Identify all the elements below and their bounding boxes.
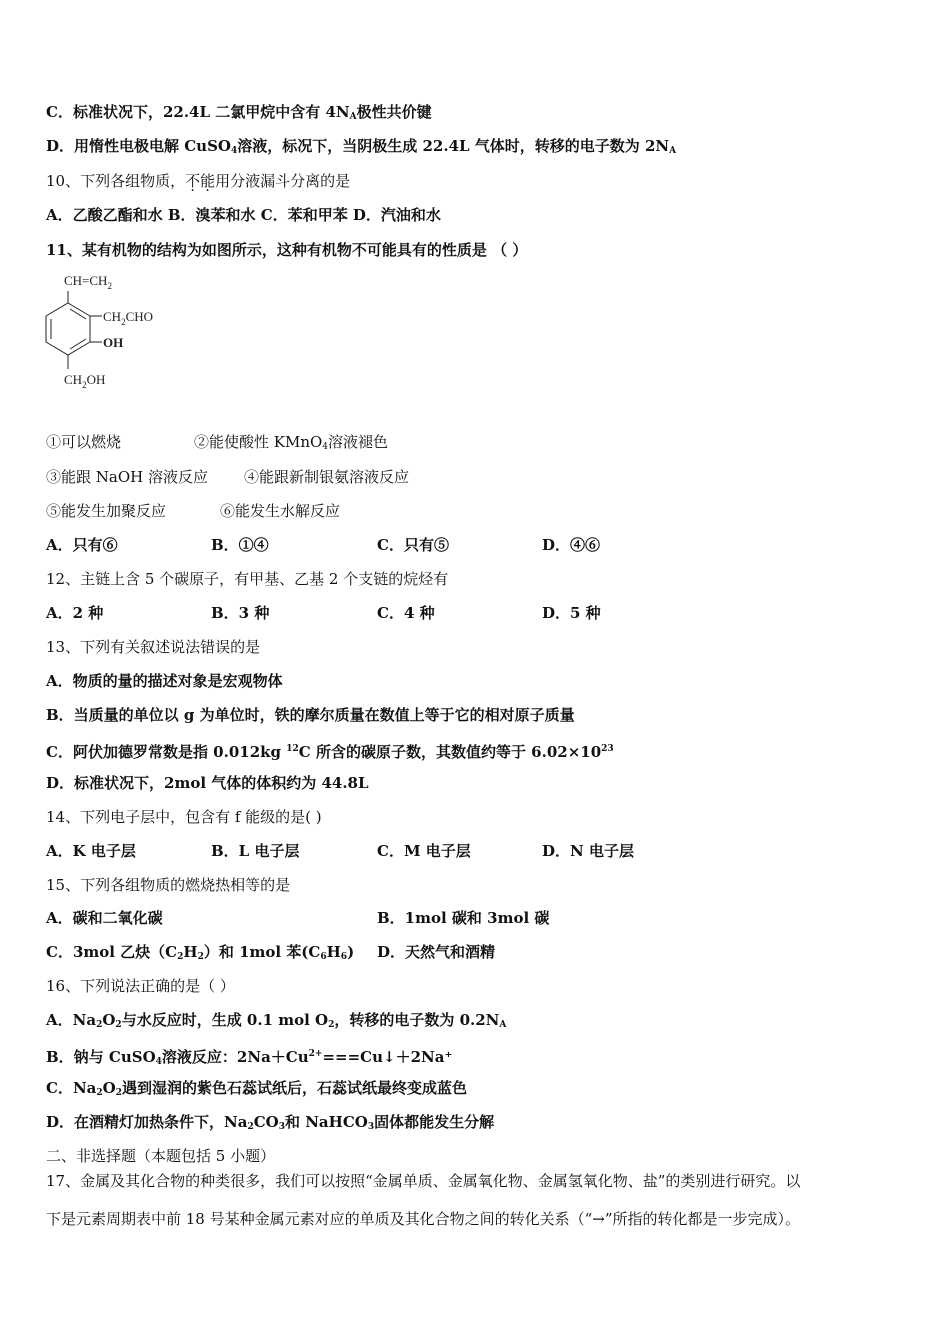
q13-option-c [46, 739, 614, 762]
q13-stem: 13、下列有关叙述说法错误的是 [46, 638, 261, 656]
option-text: C．3mol 乙炔（C [46, 943, 178, 961]
option-d: D．天然气和酒精 [377, 943, 496, 961]
option-label: D． [46, 137, 75, 155]
option-text-end: 极性共价键 [356, 103, 432, 121]
option-text: 与水反应时，生成 0.1 mol O [121, 1011, 329, 1029]
option-text: C．阿伏加德罗常数是指 0.012kg [46, 743, 287, 761]
q13-option-d: D．标准状况下，2mol 气体的体积约为 44.8L [46, 774, 369, 792]
property-4: ④能跟新制银氨溶液反应 [244, 468, 410, 486]
subscript: 3 [278, 1122, 285, 1132]
property-3: ③能跟 NaOH 溶液反应 [46, 468, 208, 486]
q14-stem: 14、下列电子层中，包含有 f 能级的是( ) [46, 808, 322, 826]
option-text: ，转移的电子数为 0.2N [334, 1011, 500, 1029]
stem-text: 10、下列各组物质， [46, 172, 186, 190]
q12-stem: 12、主链上含 5 个碳原子，有甲基、乙基 2 个支链的烷烃有 [46, 570, 449, 588]
option-text-mid: C 所含的碳原子数，其数值约等于 6.02×10 [298, 743, 602, 761]
subscript: 4 [322, 442, 329, 452]
option-text: D．在酒精灯加热条件下，Na [46, 1113, 248, 1131]
option-text: 溶液反应：2Na＋Cu [161, 1048, 309, 1066]
q17-text-line1: 17、金属及其化合物的种类很多，我们可以按照“金属单质、金属氧化物、金属氢氧化物、盐”的类别进行研究。以 [46, 1172, 801, 1190]
option-text: C．Na [46, 1079, 97, 1097]
q16-option-a [46, 1010, 506, 1035]
option-b: B．①④ [211, 536, 269, 554]
subscript: 3 [367, 1122, 375, 1132]
option-text: 固体都能发生分解 [374, 1113, 495, 1131]
q11-stem: 11、某有机物的结构为如图所示，这种有机物不可能具有的性质是 （ ） [46, 241, 528, 259]
option-text: 用惰性电极电解 CuSO [74, 137, 231, 155]
subscript: 2 [96, 1020, 103, 1030]
property-1: ①可以燃烧 [46, 433, 122, 451]
property-text: ②能使酸性 KMnO [194, 433, 323, 451]
subscript: 4 [155, 1057, 162, 1067]
option-a: A．碳和二氧化碳 [46, 909, 163, 927]
option-a: A．只有⑥ [46, 536, 118, 554]
subscript: 2 [247, 1122, 254, 1132]
option-text: B．钠与 CuSO [46, 1048, 156, 1066]
q10-options: A．乙酸乙酯和水 B．溴苯和水 C．苯和甲苯 D．汽油和水 [46, 206, 441, 224]
subscript: 2 [197, 952, 204, 962]
property-text-end: 溶液褪色 [328, 433, 389, 451]
option-a: A．K 电子层 [46, 842, 136, 860]
benzene-ring [46, 303, 90, 355]
option-text: 和 NaHCO [285, 1113, 368, 1131]
vinyl-group: $CH=CH_2$ [64, 273, 112, 291]
option-text: A．Na [46, 1011, 97, 1029]
subscript: A [499, 1020, 507, 1030]
option-text-mid: 溶液，标况下，当阴极生成 22.4L 气体时，转移的电子数为 2N [237, 137, 670, 155]
stem-text-end: 用分液漏斗分离的是 [215, 172, 351, 190]
option-c: C．4 种 [377, 604, 435, 622]
oh-group: OH [103, 335, 124, 350]
option-b: B．L 电子层 [211, 842, 300, 860]
q13-option-b: B．当质量的单位以 g 为单位时，铁的摩尔质量在数值上等于它的相对原子质量 [46, 706, 575, 724]
option-c [46, 942, 354, 967]
option-b: B．3 种 [211, 604, 270, 622]
option-text: 遇到湿润的紫色石蕊试纸后，石蕊试纸最终变成蓝色 [121, 1079, 467, 1097]
molecule-structure-diagram [44, 268, 174, 398]
option-d: D．N 电子层 [542, 842, 634, 860]
option-d: D．④⑥ [542, 536, 601, 554]
option-text: CO [253, 1113, 279, 1131]
option-text: O [102, 1011, 116, 1029]
option-c: C．M 电子层 [377, 842, 471, 860]
q9-option-c [46, 102, 432, 127]
double-bond [70, 309, 86, 319]
option-text: ===Cu↓＋2Na⁺ [322, 1048, 453, 1066]
option-c: C．只有⑤ [377, 536, 449, 554]
property-2 [194, 432, 388, 457]
subscript: 2 [96, 1088, 103, 1098]
superscript: 2+ [308, 1049, 323, 1059]
subscript: 2 [115, 1020, 122, 1030]
subscript: 6 [320, 952, 327, 962]
double-bond [70, 339, 86, 349]
option-text: ）和 1mol 苯(C [203, 943, 321, 961]
subscript: 2 [177, 952, 184, 962]
subscript: 2 [115, 1088, 122, 1098]
option-text: H [326, 943, 341, 961]
q10-stem [46, 171, 350, 191]
subscript: A [669, 146, 677, 156]
subscript: A [349, 112, 357, 122]
emphasis-char: 能 [200, 172, 216, 190]
q17-text-line2: 下是元素周期表中前 18 号某种金属元素对应的单质及其化合物之间的转化关系（“→”所指的转化都是一步完成）。 [46, 1210, 801, 1228]
option-text: O [102, 1079, 116, 1097]
option-text: ) [347, 943, 355, 961]
q13-option-a: A．物质的量的描述对象是宏观物体 [46, 672, 283, 690]
q16-option-b [46, 1044, 452, 1072]
option-d: D．5 种 [542, 604, 601, 622]
property-6: ⑥能发生水解反应 [220, 502, 341, 520]
q16-stem: 16、下列说法正确的是（ ） [46, 977, 235, 995]
option-b: B．1mol 碳和 3mol 碳 [377, 909, 550, 927]
option-text: 标准状况下，22.4L 二氯甲烷中含有 4N [72, 103, 350, 121]
option-a: A．2 种 [46, 604, 104, 622]
property-5: ⑤能发生加聚反应 [46, 502, 167, 520]
superscript: 23 [601, 744, 614, 754]
q16-option-d [46, 1112, 494, 1137]
ch2cho-group: $CH_2CHO$ [103, 309, 154, 327]
section-heading: 二、非选择题（本题包括 5 小题） [46, 1147, 276, 1165]
option-text: H [183, 943, 198, 961]
subscript: 2 [328, 1020, 335, 1030]
emphasis-char: 不 [185, 172, 201, 190]
subscript: 4 [230, 146, 238, 156]
superscript: 12 [286, 744, 299, 754]
ch2oh-group: $CH_2OH$ [64, 372, 106, 390]
q16-option-c [46, 1078, 467, 1103]
option-label: C． [46, 103, 73, 121]
q9-option-d [46, 136, 676, 161]
q15-stem: 15、下列各组物质的燃烧热相等的是 [46, 876, 291, 894]
subscript: 6 [340, 952, 348, 962]
